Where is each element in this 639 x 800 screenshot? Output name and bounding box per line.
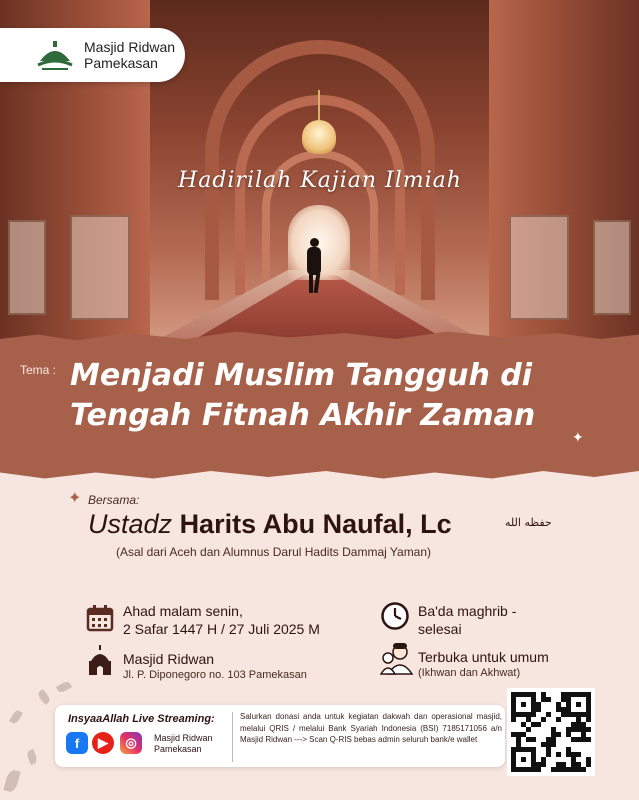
audience-line-2: (Ikhwan dan Akhwat) <box>418 667 521 679</box>
instagram-icon[interactable]: ◎ <box>120 732 142 754</box>
theme-line-1: Menjadi Muslim Tangguh di <box>70 358 532 393</box>
schedule-day: Ahad malam senin, <box>123 603 243 619</box>
venue-address: Jl. P. Diponegoro no. 103 Pamekasan <box>123 669 307 681</box>
leaf-decoration <box>26 749 38 765</box>
leaf-decoration <box>36 689 51 705</box>
time-line-2: selesai <box>418 621 462 637</box>
streaming-account <box>154 733 213 755</box>
wall-panel <box>593 220 631 315</box>
wall-panel <box>8 220 46 315</box>
divider <box>232 712 233 762</box>
wall-panel <box>70 215 130 320</box>
qr-pattern <box>511 692 591 772</box>
people-icon <box>380 640 416 680</box>
sparkle-icon: ✦ <box>68 488 82 507</box>
audience-line-1: Terbuka untuk umum <box>418 649 549 665</box>
leaf-decoration <box>56 680 72 694</box>
mosque-logo-icon <box>36 35 74 75</box>
theme-label: Tema : <box>20 363 57 377</box>
hero-script-title: Hadirilah Kajian Ilmiah <box>178 168 462 193</box>
speaker-honorific: حفظه الله <box>505 516 552 529</box>
badge-line-2: Pamekasan <box>84 55 158 71</box>
badge-line-1: Masjid Ridwan <box>84 39 176 55</box>
schedule-time <box>418 602 516 638</box>
speaker-prefix: Ustadz <box>88 509 173 539</box>
speaker-name: Harits Abu Naufal, Lc <box>179 509 452 539</box>
streaming-account-line-1: Masjid Ridwan <box>154 733 213 743</box>
speaker-intro: Bersama: <box>88 493 140 507</box>
sparkle-icon: ✦ <box>572 430 584 446</box>
venue <box>123 650 307 683</box>
theme-title <box>70 356 630 436</box>
mosque-logo-badge <box>0 28 185 82</box>
schedule-date-text: 2 Safar 1447 H / 27 Juli 2025 M <box>123 621 320 637</box>
mosque-icon <box>86 645 114 681</box>
leaf-decoration <box>3 769 20 793</box>
facebook-icon[interactable]: f <box>66 732 88 754</box>
clock-icon <box>380 601 410 635</box>
donation-text: Salurkan donasi anda untuk kegiatan dakwah dan operasional masjid, melalui QRIS / melalui Bank Syariah Indonesia (BSI) 7185171056 a/n Masjid Ridwan ---> Scan Q-RIS bebas admin seluruh bank/e wallet <box>240 712 502 744</box>
calendar-icon <box>86 604 114 636</box>
wall-panel <box>509 215 569 320</box>
time-line-1: Ba'da maghrib - <box>418 603 517 619</box>
speaker-origin: (Asal dari Aceh dan Alumnus Darul Hadits Dammaj Yaman) <box>116 545 432 559</box>
streaming-title: InsyaaAllah Live Streaming: <box>68 713 215 725</box>
speaker-name-line <box>88 509 452 540</box>
qris-qr-code[interactable] <box>507 688 595 776</box>
walking-person <box>306 238 322 294</box>
youtube-icon[interactable]: ▶ <box>92 732 114 754</box>
venue-name: Masjid Ridwan <box>123 651 215 667</box>
audience <box>418 648 549 681</box>
leaf-decoration <box>9 709 23 725</box>
schedule-date <box>123 602 320 638</box>
chandelier <box>296 90 342 160</box>
theme-line-2: Tengah Fitnah Akhir Zaman <box>70 398 536 433</box>
streaming-account-line-2: Pamekasan <box>154 744 202 754</box>
